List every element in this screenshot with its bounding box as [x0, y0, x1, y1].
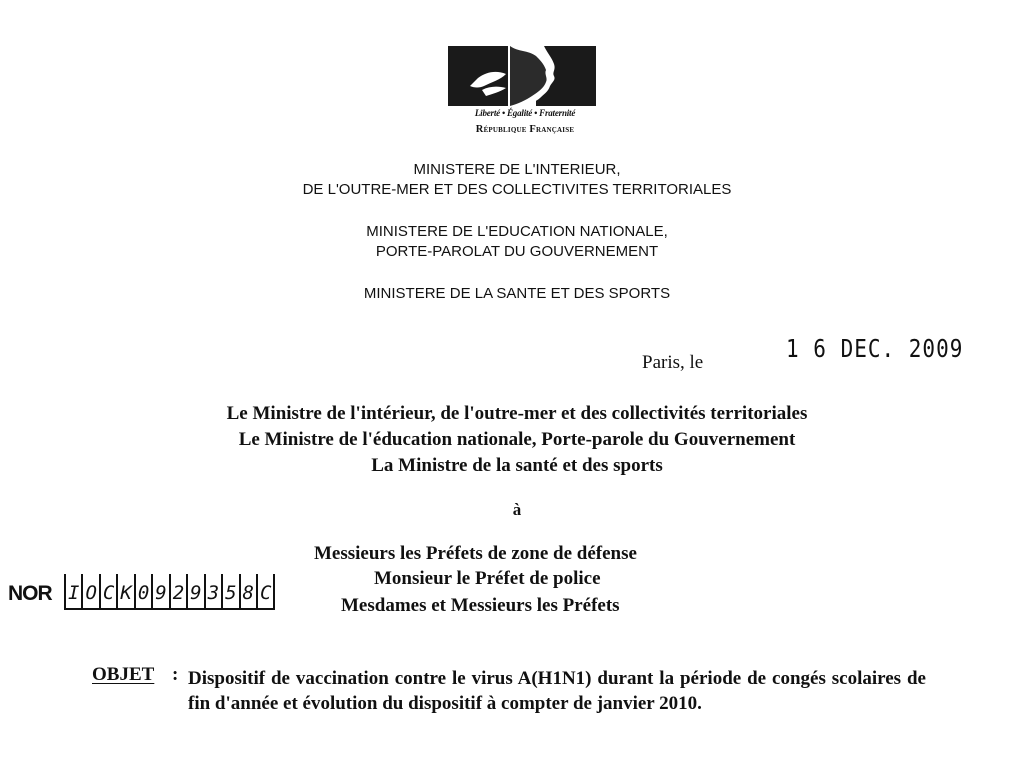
nor-char: 5 — [221, 574, 238, 610]
objet-colon: : — [172, 664, 179, 685]
nor-char: K — [116, 574, 133, 610]
ministry-interior-line-1: MINISTERE DE L'INTERIEUR, — [413, 161, 621, 178]
ministry-education-line-2: PORTE-PAROLAT DU GOUVERNEMENT — [375, 243, 659, 260]
nor-label: NOR — [8, 582, 52, 605]
nor-char: 3 — [204, 574, 221, 610]
objet-label: OBJET — [92, 664, 155, 685]
logo-republic-name: République Française — [475, 124, 575, 135]
signatory-education: Le Ministre de l'éducation nationale, Porte-parole du Gouvernement — [238, 429, 796, 450]
ministry-interior-line-2: DE L'OUTRE-MER ET DES COLLECTIVITES TERRITORIALES — [302, 181, 732, 198]
nor-char: C — [256, 574, 275, 610]
nor-char: 9 — [151, 574, 168, 610]
nor-char: 2 — [169, 574, 186, 610]
logo-motto: Liberté • Égalité • Fraternité — [474, 108, 576, 118]
nor-char: O — [81, 574, 98, 610]
nor-char: C — [99, 574, 116, 610]
addressee-preposition: à — [512, 500, 522, 519]
place-label: Paris, le — [642, 352, 704, 373]
ministry-interior — [0, 160, 1034, 200]
ministry-education-line-1: MINISTERE DE L'EDUCATION NATIONALE, — [366, 223, 668, 240]
recipient-police-prefect: Monsieur le Préfet de police — [374, 568, 601, 589]
recipient-zone-prefects: Messieurs les Préfets de zone de défense — [314, 543, 637, 564]
signatory-health: La Ministre de la santé et des sports — [371, 455, 663, 476]
nor-char: I — [64, 574, 81, 610]
nor-reference-boxes — [64, 572, 275, 610]
date-stamp: 1 6 DEC. 2009 — [786, 334, 964, 363]
marianne-logo-icon — [448, 46, 596, 106]
ministry-education — [0, 222, 1034, 262]
ministry-health — [0, 284, 1034, 304]
nor-char: 0 — [134, 574, 151, 610]
recipient-prefects: Mesdames et Messieurs les Préfets — [341, 595, 620, 616]
republique-francaise-logo — [440, 46, 610, 142]
ministry-health-line-1: MINISTERE DE LA SANTE ET DES SPORTS — [363, 285, 671, 302]
signatory-interior: Le Ministre de l'intérieur, de l'outre-mer et des collectivités territoriales — [226, 403, 808, 424]
objet-text: Dispositif de vaccination contre le virus A(H1N1) durant la période de congés scolaires de fin d'année et évolution du dispositif à compter de janvier 2010. — [188, 668, 926, 714]
nor-char: 9 — [186, 574, 203, 610]
nor-char: 8 — [239, 574, 256, 610]
